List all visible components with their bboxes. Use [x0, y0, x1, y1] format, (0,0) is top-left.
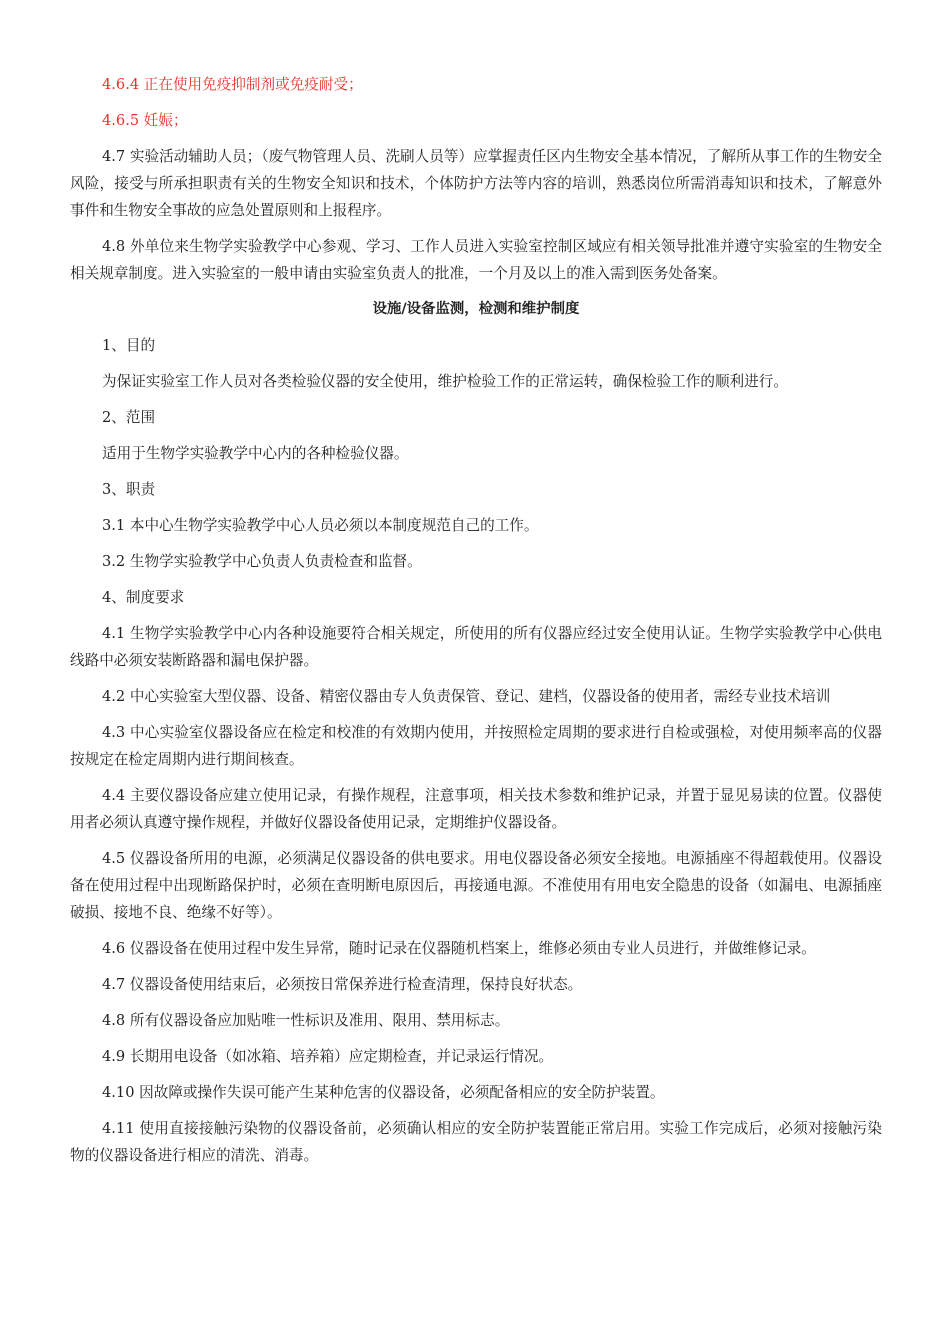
paragraph-4-6: 4.6 仪器设备在使用过程中发生异常，随时记录在仪器随机档案上，维修必须由专业人员进行，并做维修记录。 — [102, 940, 816, 957]
paragraph-4-7: 4.7 实验活动辅助人员；（废气物管理人员、洗刷人员等）应掌握责任区内生物安全基本情况，了解所从事工作的生物安全风险，接受与所承担职责有关的生物安全知识和技术，个体防护方法等内容的培训，熟悉岗位所需消毒知识和技术，了解意外事件和生物安全事故的应急处置原则和上报程序。 — [70, 148, 882, 219]
paragraph-4-3: 4.3 中心实验室仪器设备应在检定和校准的有效期内使用，并按照检定周期的要求进行自检或强检，对使用频率高的仪器按规定在检定周期内进行期间核查。 — [70, 724, 882, 768]
paragraph-4-8-labels: 4.8 所有仪器设备应加贴唯一性标识及准用、限用、禁用标志。 — [102, 1012, 510, 1029]
heading-requirements: 4、制度要求 — [102, 589, 185, 606]
paragraph-scope: 适用于生物学实验教学中心内的各种检验仪器。 — [102, 445, 409, 462]
paragraph-4-10: 4.10 因故障或操作失误可能产生某种危害的仪器设备，必须配备相应的安全防护装置。 — [102, 1084, 665, 1101]
paragraph-3-1: 3.1 本中心生物学实验教学中心人员必须以本制度规范自己的工作。 — [102, 517, 539, 534]
paragraph-4-11: 4.11 使用直接接触污染物的仪器设备前，必须确认相应的安全防护装置能正常启用。实验工作完成后，必须对接触污染物的仪器设备进行相应的清洗、消毒。 — [70, 1120, 882, 1164]
paragraph-4-7-usage: 4.7 仪器设备使用结束后，必须按日常保养进行检查清理，保持良好状态。 — [102, 976, 583, 993]
paragraph-4-5: 4.5 仪器设备所用的电源，必须满足仪器设备的供电要求。用电仪器设备必须安全接地。电源插座不得超载使用。仪器设备在使用过程中出现断路保护时，必须在查明断电原因后，再接通电源。不准使用有用电安全隐患的设备（如漏电、电源插座破损、接地不良、绝缘不好等）。 — [70, 850, 882, 921]
paragraph-4-9: 4.9 长期用电设备（如冰箱、培养箱）应定期检查，并记录运行情况。 — [102, 1048, 554, 1065]
paragraph-4-2: 4.2 中心实验室大型仪器、设备、精密仪器由专人负责保管、登记、建档，仪器设备的使用者，需经专业技术培训 — [102, 688, 831, 705]
paragraph-4-8: 4.8 外单位来生物学实验教学中心参观、学习、工作人员进入实验室控制区域应有相关领导批准并遵守实验室的生物安全相关规章制度。进入实验室的一般申请由实验室负责人的批准，一个月及以上的准入需到医务处备案。 — [70, 238, 882, 282]
paragraph-4-6-4: 4.6.4 正在使用免疫抑制剂或免疫耐受； — [102, 76, 363, 93]
section-title: 设施/设备监测，检测和维护制度 — [372, 301, 580, 317]
paragraph-4-1: 4.1 生物学实验教学中心内各种设施要符合相关规定，所使用的所有仪器应经过安全使用认证。生物学实验教学中心供电线路中必须安装断路器和漏电保护器。 — [70, 625, 882, 669]
heading-duties: 3、职责 — [102, 481, 156, 498]
paragraph-3-2: 3.2 生物学实验教学中心负责人负责检查和监督。 — [102, 553, 422, 570]
heading-purpose: 1、目的 — [102, 337, 156, 354]
paragraph-purpose: 为保证实验室工作人员对各类检验仪器的安全使用，维护检验工作的正常运转，确保检验工作的顺利进行。 — [102, 373, 788, 390]
paragraph-4-6-5: 4.6.5 妊娠； — [102, 112, 188, 129]
paragraph-4-4: 4.4 主要仪器设备应建立使用记录，有操作规程，注意事项，相关技术参数和维护记录，并置于显见易读的位置。仪器使用者必须认真遵守操作规程，并做好仪器设备使用记录，定期维护仪器设备。 — [70, 787, 882, 831]
heading-scope: 2、范围 — [102, 409, 156, 426]
